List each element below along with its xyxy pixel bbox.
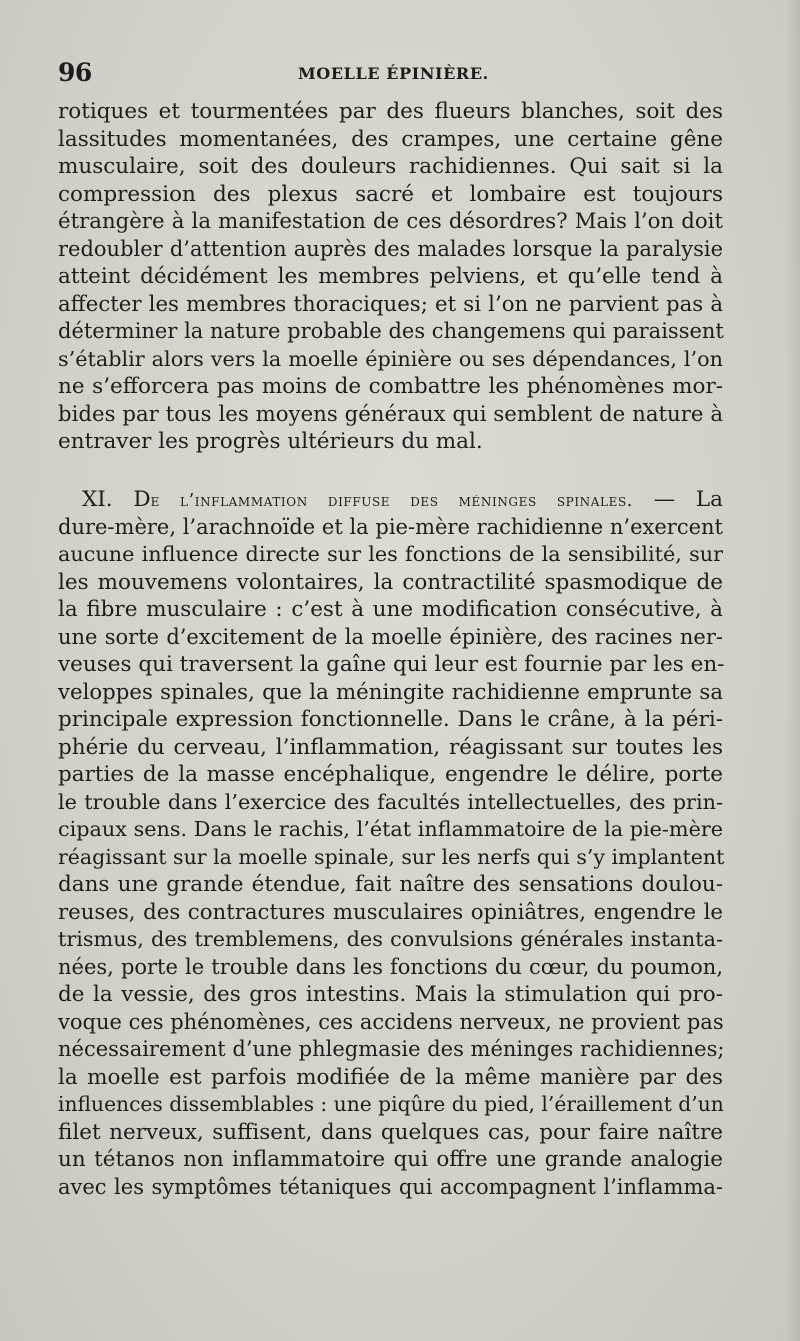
text-line: nécessairement d’une phlegmasie des méninges rachidiennes; <box>58 1037 725 1061</box>
text-line: aucune influence directe sur les fonctions de la sensibilité, sur <box>58 542 723 566</box>
text-line: étrangère à la manifestation de ces désordres? Mais l’on doit <box>58 209 723 234</box>
text-line: atteint décidément les membres pelviens, et qu’elle tend à <box>58 264 723 289</box>
text-line: ne s’efforcera pas moins de combattre les phénomènes mor- <box>58 374 723 399</box>
section-xi <box>58 486 723 1201</box>
text-line: avec les symptômes tétaniques qui accompagnent l’inflamma- <box>58 1174 723 1199</box>
section-number: XI. D <box>82 487 151 512</box>
text-line: dure-mère, l’arachnoïde et la pie-mère rachidienne n’exercent <box>58 514 723 539</box>
text-line: principale expression fonctionnelle. Dans le crâne, à la péri- <box>58 707 723 732</box>
text-line: entraver les progrès ultérieurs du mal. <box>58 429 483 454</box>
paragraph-continuation <box>58 98 723 456</box>
text-line: veloppes spinales, que la méningite rachidienne emprunte sa <box>58 679 723 705</box>
text-line: nées, porte le trouble dans les fonctions du cœur, du poumon, <box>58 954 723 979</box>
text-line: la moelle est parfois modifiée de la même manière par des <box>58 1064 723 1090</box>
text-line: trismus, des tremblemens, des convulsions générales instanta- <box>58 927 723 951</box>
text-line: les mouvemens volontaires, la contractilité spasmodique de <box>58 569 723 595</box>
text-line: bides par tous les moyens généraux qui semblent de nature à <box>58 401 723 427</box>
text-line: rotiques et tourmentées par des flueurs blanches, soit des <box>58 99 723 124</box>
text-line: musculaire, soit des douleurs rachidiennes. Qui sait si la <box>58 154 723 179</box>
section-heading-line <box>58 486 723 514</box>
text-line: veuses qui traversent la gaîne qui leur est fournie par les en- <box>58 652 725 677</box>
text-line: phérie du cerveau, l’inflammation, réagissant sur toutes les <box>58 734 723 760</box>
page-edge-shadow <box>786 0 800 1341</box>
text-line: la fibre musculaire : c’est à une modification consécutive, à <box>58 597 723 622</box>
section-heading: e l’inflammation diffuse des méninges spinales. <box>150 491 633 511</box>
text-line: cipaux sens. Dans le rachis, l’état inflammatoire de la pie-mère <box>58 817 724 841</box>
text-line: de la vessie, des gros intestins. Mais la stimulation qui pro- <box>58 982 723 1007</box>
text-line: dans une grande étendue, fait naître des sensations doulou- <box>58 872 723 897</box>
text-line: s’établir alors vers la moelle épinière ou ses dépendances, l’on <box>58 346 723 371</box>
text-line: parties de la masse encéphalique, engendre le délire, porte <box>58 762 723 787</box>
text-line: influences dissemblables : une piqûre du pied, l’éraillement d’un <box>58 1092 724 1116</box>
text-line: compression des plexus sacré et lombaire est toujours <box>58 181 723 207</box>
text-line: filet nerveux, suffisent, dans quelques cas, pour faire naître <box>58 1119 723 1145</box>
text-line: redoubler d’attention auprès des malades lorsque la paralysie <box>58 236 723 261</box>
text-line: affecter les membres thoraciques; et si l’on ne parvient pas à <box>58 291 723 317</box>
text-line: lassitudes momentanées, des crampes, une certaine gêne <box>58 126 723 152</box>
text-line: voque ces phénomènes, ces accidens nerveux, ne provient pas <box>58 1009 724 1034</box>
section-dash: — La <box>632 487 723 512</box>
text-line: un tétanos non inflammatoire qui offre une grande analogie <box>58 1147 723 1172</box>
text-line: le trouble dans l’exercice des facultés intellectuelles, des prin- <box>58 789 723 814</box>
page-number: 96 <box>58 58 92 87</box>
running-title: MOELLE ÉPINIÈRE. <box>298 64 489 83</box>
text-line: une sorte d’excitement de la moelle épinière, des racines ner- <box>58 624 723 649</box>
text-line: reuses, des contractures musculaires opiniâtres, engendre le <box>58 899 723 925</box>
text-line: déterminer la nature probable des changemens qui paraissent <box>58 319 724 343</box>
page-header <box>58 56 723 90</box>
text-line: réagissant sur la moelle spinale, sur les nerfs qui s’y implantent <box>58 844 725 869</box>
